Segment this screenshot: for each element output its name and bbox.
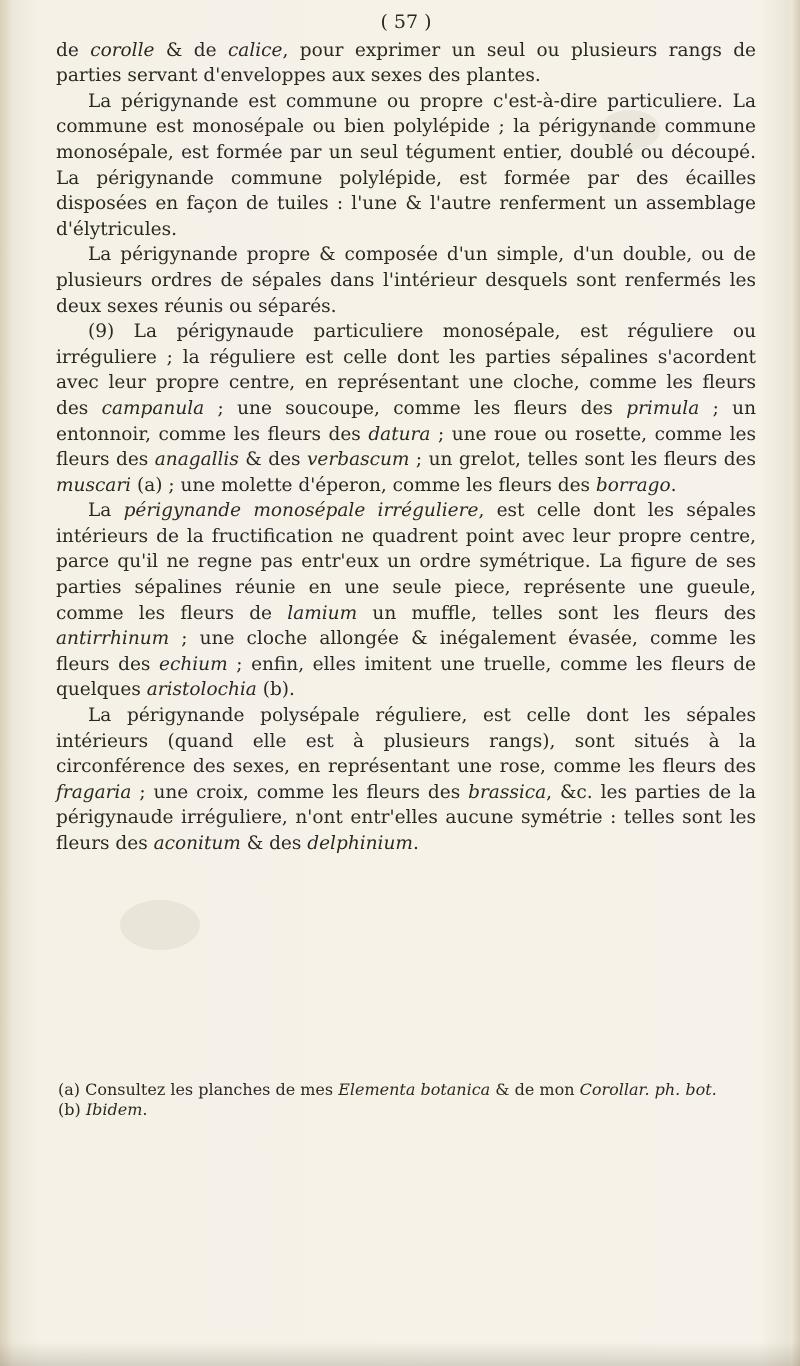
- italic-term: périgynande monosépale irréguliere: [123, 500, 479, 522]
- paragraph-6: La périgynande polysépale réguliere, est celle dont les sépales intérieurs (quand elle est à plusieurs rangs), sont situés à la circonférence des sexes, en représentant une rose, comme les fleurs des fragaria ; une croix, comme les fleurs des brassica, &c. les parties de la périgynaude irréguliere, n'ont entr'elles aucune symétrie : telles sont les fleurs des aconitum & des delphinium.: [56, 705, 756, 854]
- italic-term: Ibidem: [85, 1100, 143, 1119]
- italic-term: datura: [368, 423, 431, 445]
- paragraph-3: La périgynande propre & composée d'un simple, d'un double, ou de plusieurs ordres de sépales dans l'intérieur desquels sont renfermés les deux sexes réunis ou séparés.: [56, 244, 756, 317]
- paragraph-2: La périgynande est commune ou propre c'est-à-dire particuliere. La commune est monosépale ou bien polylépide ; la périgynande commune monosépale, est formée par un seul tégument entier, doublé ou découpé. La périgynande commune polylépide, est formée par des écailles disposées en façon de tuiles : l'une & l'autre renferment un assemblage d'élytricules.: [56, 90, 756, 240]
- italic-term: fragaria: [56, 781, 132, 803]
- italic-term: primula: [626, 397, 700, 419]
- italic-term: antirrhinum: [56, 628, 170, 650]
- italic-term: lamium: [287, 602, 358, 624]
- paper-stain: [120, 900, 200, 950]
- page-number: ( 57 ): [380, 11, 432, 33]
- page-bottom-shadow: [0, 1342, 800, 1366]
- paragraph-5: La périgynande monosépale irréguliere, est celle dont les sépales intérieurs de la fructification ne quadrent point avec leur propre centre, parce qu'il ne regne pas entr'eux un ordre symétrique. La figure de ses parties sépalines réunie en une seule piece, représente une gueule, comme les fleurs de lamium un muffle, telles sont les fleurs des antirrhinum ; une cloche allongée & inégalement évasée, comme les fleurs des echium ; enfin, elles imitent une truelle, comme les fleurs de quelques aristolochia (b).: [56, 500, 756, 701]
- page-gutter: [0, 0, 14, 1366]
- italic-term: corolle: [90, 39, 155, 61]
- italic-term: echium: [159, 653, 228, 675]
- paragraph-1: de corolle & de calice, pour exprimer un seul ou plusieurs rangs de parties servant d'enveloppes aux sexes des plantes.: [56, 39, 757, 87]
- main-text: [56, 10, 756, 857]
- italic-term: campanula: [101, 397, 205, 419]
- page-edge: [790, 0, 800, 1366]
- italic-term: aconitum: [153, 833, 241, 854]
- italic-term: anagallis: [154, 449, 239, 471]
- italic-term: brassica: [468, 781, 547, 803]
- footnote-b: (b) Ibidem.: [58, 1100, 148, 1119]
- italic-term: delphinium: [307, 833, 413, 854]
- italic-term: muscari: [56, 474, 132, 496]
- italic-term: verbascum: [306, 449, 410, 471]
- footnotes: [58, 1080, 748, 1120]
- italic-term: Elementa botanica: [338, 1080, 491, 1099]
- italic-term: Corollar. ph. bot.: [579, 1080, 717, 1099]
- footnote-a: (a) Consultez les planches de mes Elementa botanica & de mon Corollar. ph. bot.: [58, 1080, 717, 1099]
- italic-term: aristolochia: [146, 679, 257, 701]
- italic-term: calice: [227, 39, 283, 61]
- paragraph-4: (9) La périgynaude particuliere monosépale, est réguliere ou irréguliere ; la réguliere est celle dont les parties sépalines s'acordent avec leur propre centre, en représentant une cloche, comme les fleurs des campanula ; une soucoupe, comme les fleurs des primula ; un entonnoir, comme les fleurs des datura ; une roue ou rosette, comme les fleurs des anagallis & des verbascum ; un grelot, telles sont les fleurs des muscari (a) ; une molette d'éperon, comme les fleurs des borrago.: [56, 321, 756, 496]
- italic-term: borrago: [595, 474, 671, 496]
